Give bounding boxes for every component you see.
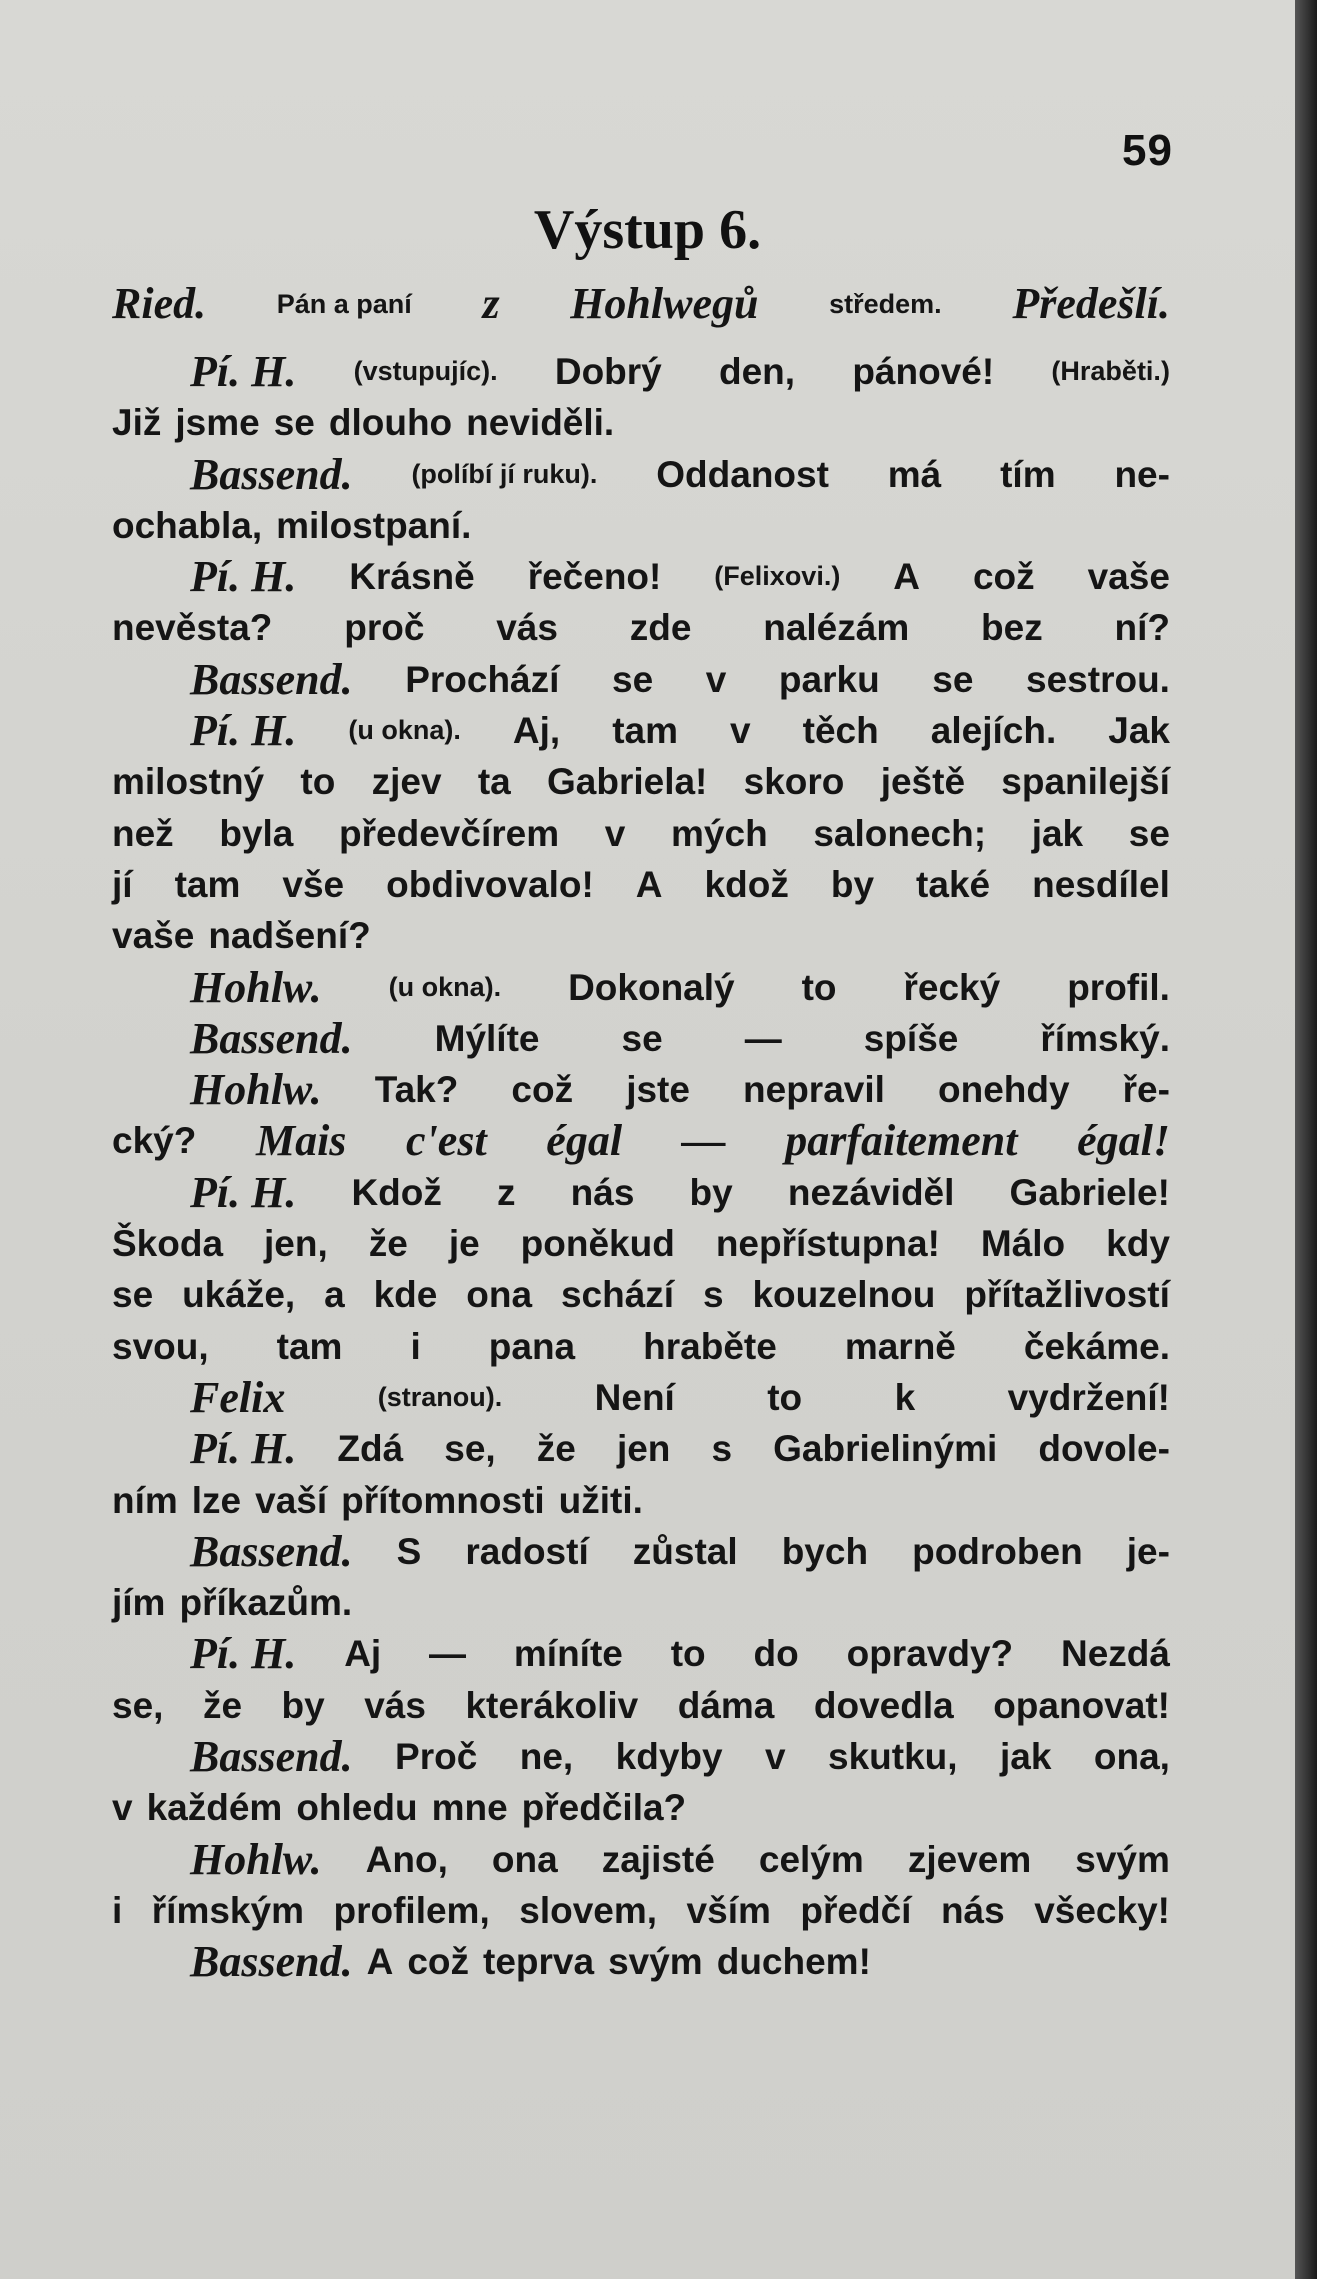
word: pana: [488, 1325, 576, 1367]
word: duchem!: [716, 1941, 871, 1983]
word: mne: [431, 1787, 508, 1829]
word: Gabriele!: [1009, 1171, 1170, 1213]
word: předčila?: [521, 1787, 687, 1829]
speaker-name: Hohlw.: [190, 1834, 322, 1884]
word: se: [621, 1017, 663, 1059]
word: c'est: [406, 1116, 487, 1166]
word: Dobrý: [554, 351, 662, 392]
speaker-name: Hohlw.: [190, 962, 322, 1012]
word: to: [670, 1633, 706, 1675]
word: Oddanost: [656, 453, 829, 495]
word: v: [112, 1787, 133, 1829]
word: vším: [686, 1889, 771, 1931]
word: se: [612, 658, 654, 700]
text-line: [112, 1269, 1170, 1320]
word: sestrou.: [1026, 658, 1170, 700]
text-line: [112, 1782, 1170, 1833]
word: skoro: [743, 761, 845, 803]
speaker-name: Bassend.: [190, 1013, 353, 1063]
word: Prochází: [405, 658, 560, 700]
word: římský.: [1040, 1017, 1170, 1059]
word: i: [112, 1889, 123, 1931]
word: Již: [112, 402, 162, 444]
text-line: [112, 1115, 1170, 1166]
word: ukáže,: [182, 1274, 296, 1316]
word: je-: [1126, 1530, 1170, 1572]
word: Gabrielinými: [773, 1428, 998, 1470]
word: zde: [629, 607, 692, 649]
word: ona,: [1093, 1736, 1170, 1778]
word: ním: [112, 1479, 178, 1521]
word: kdyby: [615, 1736, 723, 1778]
word: nás: [940, 1889, 1005, 1931]
word: svou,: [112, 1325, 209, 1367]
word: Aj,: [512, 710, 561, 752]
word: ne-: [1114, 453, 1170, 495]
word: ona: [466, 1274, 533, 1316]
word: onehdy: [938, 1069, 1070, 1111]
word: tím: [1000, 453, 1056, 495]
word: čekáme.: [1023, 1325, 1170, 1367]
word: to: [801, 966, 837, 1008]
text-line: [112, 1218, 1170, 1269]
word: vás: [364, 1684, 426, 1726]
speaker-name: Bassend.: [190, 1526, 353, 1576]
word: předevčírem: [339, 812, 560, 854]
stage-direction: (Felixovi.): [714, 561, 841, 592]
word: kouzelnou: [752, 1274, 936, 1316]
speaker-name: Pí. H.: [190, 1424, 297, 1474]
word: jsme: [175, 402, 260, 444]
word: nepřístupna!: [715, 1223, 940, 1265]
word: nesdílel: [1032, 863, 1170, 905]
word: což: [511, 1069, 574, 1111]
word: římským: [151, 1889, 304, 1931]
word: spanilejší: [1001, 761, 1170, 803]
word: kde: [373, 1274, 438, 1316]
text-line: [112, 962, 1170, 1013]
word: marně: [844, 1325, 956, 1367]
stage-direction: středem.: [829, 289, 942, 319]
word: dovedla: [813, 1684, 954, 1726]
text-line: [112, 808, 1170, 859]
word: bych: [781, 1530, 869, 1572]
word: ochabla,: [112, 504, 263, 546]
word: užiti.: [558, 1479, 643, 1521]
word: jen,: [264, 1223, 328, 1265]
word: parfaitement: [785, 1116, 1018, 1166]
word: Zdá: [337, 1428, 404, 1470]
speaker-name: z: [482, 279, 500, 328]
word: nadšení?: [208, 915, 371, 957]
text-line: [112, 1577, 1170, 1628]
word: —: [429, 1633, 467, 1675]
text-line: [112, 859, 1170, 910]
stage-direction: (u okna).: [348, 715, 461, 746]
text-line: [112, 272, 1170, 336]
word: milostpaní.: [276, 504, 472, 546]
text-line: [112, 1321, 1170, 1372]
word: ještě: [880, 761, 966, 803]
word: zůstal: [632, 1530, 738, 1572]
word: zjevem: [907, 1838, 1032, 1880]
word: je: [448, 1223, 480, 1265]
word: Ano,: [365, 1838, 448, 1880]
word: Jak: [1108, 710, 1170, 752]
word: alejích.: [930, 710, 1057, 752]
word: obdivovalo!: [386, 863, 594, 905]
word: s: [702, 1274, 724, 1316]
text-line: [112, 1834, 1170, 1885]
word: ní?: [1114, 607, 1170, 649]
text-line: [112, 449, 1170, 500]
word: se,: [444, 1428, 496, 1470]
word: ře-: [1122, 1069, 1170, 1111]
speaker-name: Hohlw.: [190, 1065, 322, 1115]
word: se: [112, 1274, 154, 1316]
word: Proč: [395, 1736, 478, 1778]
word: Škoda: [112, 1223, 224, 1265]
word: dlouho: [328, 402, 453, 444]
speaker-name: Pí. H.: [190, 1629, 297, 1679]
word: égal!: [1077, 1116, 1170, 1166]
word: jste: [626, 1069, 690, 1111]
word: v: [705, 658, 727, 700]
text-line: [112, 1936, 1170, 1987]
text-line: [112, 397, 1170, 448]
word: profilem,: [333, 1889, 490, 1931]
word: mých: [671, 812, 768, 854]
word: v: [604, 812, 626, 854]
word: tam: [612, 710, 679, 752]
word: Aj: [344, 1633, 382, 1675]
word: by: [281, 1684, 325, 1726]
word: že: [202, 1684, 243, 1726]
word: se,: [112, 1684, 164, 1726]
text-line: [112, 1372, 1170, 1423]
word: i: [410, 1325, 421, 1367]
word: tam: [276, 1325, 343, 1367]
word: míníte: [513, 1633, 623, 1675]
stage-direction: (Hraběti.): [1051, 356, 1170, 386]
word: těch: [802, 710, 879, 752]
word: vše: [282, 863, 345, 905]
word: zjev: [371, 761, 442, 803]
speaker-name: Felix: [190, 1372, 286, 1422]
text-line: [112, 1167, 1170, 1218]
word: jak: [1031, 812, 1084, 854]
word: A: [893, 556, 921, 598]
text-line: [112, 551, 1170, 602]
page-edge: [1295, 0, 1317, 2279]
stage-direction: (políbí jí ruku).: [411, 458, 598, 489]
word: ona: [491, 1838, 558, 1880]
stage-direction: (stranou).: [377, 1381, 503, 1412]
word: poněkud: [520, 1223, 675, 1265]
word: což: [972, 556, 1035, 598]
word: vaší: [255, 1479, 328, 1521]
word: salonech;: [813, 812, 987, 854]
word: bez: [981, 607, 1043, 649]
word: řečeno!: [527, 556, 662, 598]
speaker-name: Pí. H.: [190, 706, 297, 756]
word: by: [689, 1171, 733, 1213]
word: má: [887, 453, 942, 495]
text-line: [112, 1064, 1170, 1115]
word: přítažlivostí: [964, 1274, 1170, 1316]
word: svým: [608, 1941, 703, 1983]
word: nepravil: [743, 1069, 885, 1111]
word: parku: [778, 658, 880, 700]
word: den,: [719, 351, 796, 392]
word: kterákoliv: [465, 1684, 639, 1726]
word: teprva: [483, 1941, 595, 1983]
word: vaše: [1087, 556, 1170, 598]
word: Málo: [980, 1223, 1066, 1265]
text-line: [112, 1628, 1170, 1679]
speaker-name: Bassend.: [190, 1732, 353, 1782]
word: se: [932, 658, 974, 700]
word: pánové!: [852, 351, 995, 392]
word: spíše: [863, 1017, 959, 1059]
word: Není: [594, 1376, 675, 1418]
word: a: [324, 1274, 345, 1316]
word: v: [730, 710, 751, 752]
word: to: [300, 761, 336, 803]
text-line: [112, 346, 1170, 397]
word: vaše: [112, 915, 195, 957]
word: vydržení!: [1007, 1376, 1170, 1418]
word: celým: [758, 1838, 864, 1880]
speaker-name: Pí. H.: [190, 552, 297, 602]
word: nevěsta?: [112, 607, 273, 649]
speaker-name: Bassend.: [190, 449, 353, 499]
word: cký?: [112, 1120, 197, 1162]
word: Nezdá: [1061, 1633, 1170, 1675]
word: ohledu: [296, 1787, 418, 1829]
word: k: [894, 1376, 916, 1418]
word: —: [744, 1017, 782, 1059]
word: lze: [191, 1479, 242, 1521]
word: jak: [1000, 1736, 1052, 1778]
word: milostný: [112, 761, 265, 803]
text-line: [112, 654, 1170, 705]
word: ne,: [519, 1736, 574, 1778]
word: dovole-: [1038, 1428, 1170, 1470]
stage-direction: (u okna).: [388, 971, 502, 1002]
word: nezáviděl: [787, 1171, 955, 1213]
word: z: [497, 1171, 516, 1213]
word: slovem,: [519, 1889, 658, 1931]
word: S: [396, 1530, 422, 1572]
word: nalézám: [763, 607, 910, 649]
speaker-name: Předešlí.: [1012, 279, 1170, 328]
speaker-name: Pí. H.: [190, 1167, 297, 1217]
word: příkazům.: [179, 1582, 353, 1624]
speaker-name: Bassend.: [190, 654, 353, 704]
word: —: [681, 1116, 726, 1166]
word: jím: [112, 1582, 166, 1624]
word: skutku,: [828, 1736, 958, 1778]
word: Krásně: [349, 556, 475, 598]
word: vás: [496, 607, 558, 649]
word: A: [366, 1941, 394, 1983]
speaker-name: Ried.: [112, 279, 207, 328]
word: Mais: [255, 1116, 347, 1166]
word: ta: [477, 761, 511, 803]
text-line: [112, 705, 1170, 756]
word: Kdož: [351, 1171, 442, 1213]
word: také: [916, 863, 991, 905]
speaker-name: Hohlwegů: [570, 279, 759, 328]
word: než: [112, 812, 174, 854]
word: kdož: [704, 863, 789, 905]
word: se: [1128, 812, 1170, 854]
word: podroben: [912, 1530, 1083, 1572]
page-number: 59: [1122, 126, 1173, 175]
word: do: [753, 1633, 799, 1675]
word: hraběte: [643, 1325, 777, 1367]
word: každém: [146, 1787, 283, 1829]
word: schází: [560, 1274, 675, 1316]
text-line: [112, 602, 1170, 653]
word: všecky!: [1034, 1889, 1170, 1931]
word: zajisté: [601, 1838, 715, 1880]
text-line: [112, 1731, 1170, 1782]
text-line: [112, 1013, 1170, 1064]
word: s: [711, 1428, 733, 1470]
stage-direction: (vstupujíc).: [353, 356, 498, 386]
word: což: [407, 1941, 470, 1983]
speaker-name: Pí. H.: [190, 347, 297, 396]
word: jen: [616, 1428, 671, 1470]
word: Mýlíte: [434, 1017, 540, 1059]
word: profil.: [1067, 966, 1170, 1008]
word: se: [273, 402, 315, 444]
stage-direction: Pán a paní: [276, 289, 412, 319]
text-line: [112, 1526, 1170, 1577]
word: že: [368, 1223, 408, 1265]
word: A: [635, 863, 663, 905]
word: dáma: [677, 1684, 775, 1726]
word: proč: [344, 607, 425, 649]
word: jí: [112, 863, 133, 905]
word: že: [536, 1428, 576, 1470]
word: tam: [174, 863, 241, 905]
word: byla: [219, 812, 294, 854]
word: Tak?: [374, 1069, 459, 1111]
text-line: [112, 1423, 1170, 1474]
text-line: [112, 756, 1170, 807]
word: Dokonalý: [568, 966, 735, 1008]
word: radostí: [465, 1530, 589, 1572]
text-line: [112, 910, 1170, 961]
word: přítomnosti: [341, 1479, 545, 1521]
word: Gabriela!: [546, 761, 708, 803]
word: nás: [570, 1171, 635, 1213]
text-line: [112, 500, 1170, 551]
text-line: [112, 1885, 1170, 1936]
text-line: [112, 1475, 1170, 1526]
word: předčí: [800, 1889, 912, 1931]
word: by: [830, 863, 875, 905]
word: řecký: [903, 966, 1001, 1008]
word: v: [765, 1736, 786, 1778]
text-line: [112, 1680, 1170, 1731]
word: opanovat!: [993, 1684, 1170, 1726]
word: neviděli.: [466, 402, 615, 444]
word: kdy: [1106, 1223, 1170, 1265]
word: svým: [1075, 1838, 1170, 1880]
word: to: [767, 1376, 803, 1418]
word: égal: [546, 1116, 623, 1166]
word: opravdy?: [846, 1633, 1014, 1675]
dialogue-text: [112, 272, 1170, 1988]
scene-title: Výstup 6.: [533, 199, 762, 261]
speaker-name: Bassend.: [190, 1937, 353, 1987]
